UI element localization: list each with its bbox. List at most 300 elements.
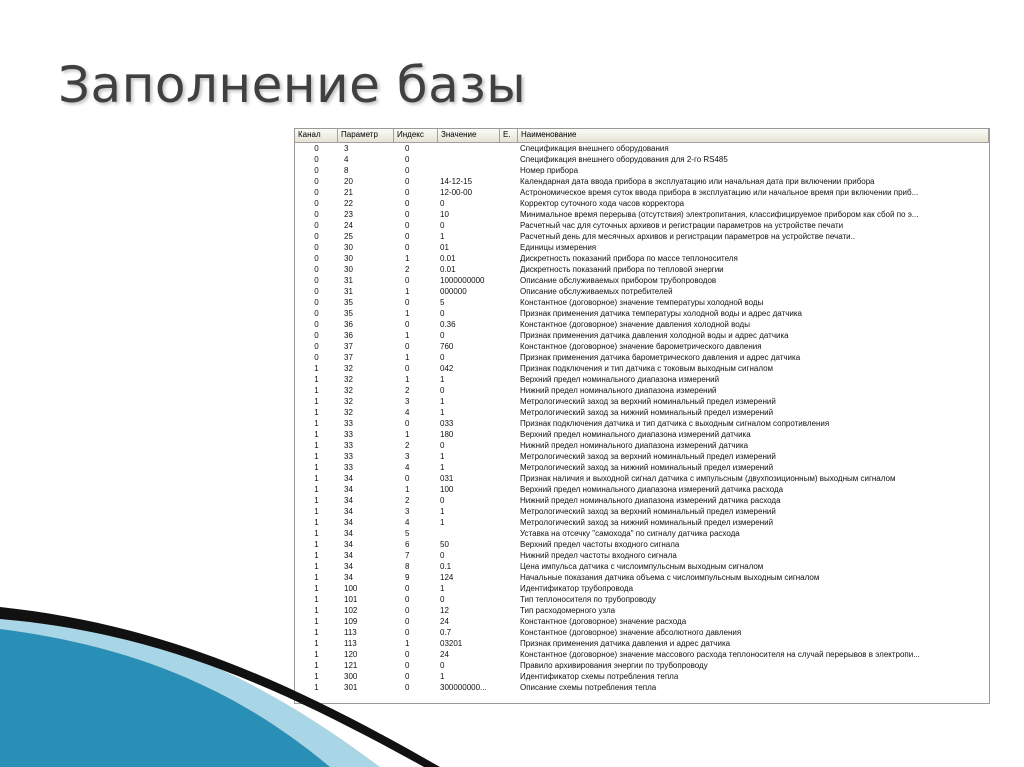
cell-index: 5 [405,529,410,538]
cell-unit [500,165,518,176]
cell-index: 0 [405,232,410,241]
cell-channel: 0 [314,342,319,351]
cell-value: 100 [440,485,454,494]
cell-value: 1 [440,397,445,406]
cell-name: Начальные показания датчика объема с числоимпульсным выходным сигналом [520,573,820,582]
cell-unit [500,154,518,165]
cell-channel: 1 [314,529,319,538]
cell-value: 0 [440,331,445,340]
cell-index: 0 [405,276,410,285]
cell-parameter: 34 [344,573,353,582]
cell-index: 0 [405,364,410,373]
cell-index: 0 [405,188,410,197]
cell-value [438,165,500,176]
cell-channel: 0 [314,155,319,164]
cell-index: 1 [405,309,410,318]
cell-channel: 1 [314,364,319,373]
cell-parameter: 30 [344,243,353,252]
column-header-name[interactable]: Наименование [518,129,989,142]
cell-value: 0 [440,595,445,604]
cell-name: Уставка на отсечку "самохода" по сигналу датчика расхода [520,529,740,538]
cell-value: 0.01 [440,254,456,263]
cell-index: 0 [405,155,410,164]
column-header-unit[interactable]: Е. [500,129,518,142]
table-row[interactable] [295,319,989,330]
cell-name: Метрологический заход за верхний номинальный предел измерений [520,397,776,406]
cell-index: 4 [405,463,410,472]
cell-channel: 1 [314,650,319,659]
table-row[interactable] [295,176,989,187]
table-row[interactable] [295,352,989,363]
cell-index: 2 [405,265,410,274]
cell-name: Номер прибора [520,166,579,175]
cell-name: Минимальное время перерыва (отсутствия) электропитания, классифицируемое прибором как сбой по э... [520,210,919,219]
cell-channel: 1 [314,639,319,648]
cell-name: Метрологический заход за верхний номинальный предел измерений [520,507,776,516]
cell-index: 0 [405,606,410,615]
cell-channel: 1 [314,573,319,582]
cell-parameter: 33 [344,452,353,461]
cell-value: 0 [440,221,445,230]
cell-index: 0 [405,144,410,153]
cell-name: Правило архивирования энергии по трубопроводу [520,661,708,670]
cell-name: Календарная дата ввода прибора в эксплуатацию или начальная дата при включении прибора [520,177,875,186]
cell-index: 0 [405,584,410,593]
cell-index: 0 [405,243,410,252]
cell-value: 0 [440,496,445,505]
cell-channel: 1 [314,386,319,395]
table-row[interactable] [295,407,989,418]
cell-parameter: 121 [344,661,358,670]
cell-unit [500,374,518,385]
cell-name: Метрологический заход за нижний номинальный предел измерений [520,408,774,417]
table-row[interactable] [295,297,989,308]
cell-channel: 1 [314,584,319,593]
cell-parameter: 34 [344,551,353,560]
list-header [295,129,989,143]
cell-value: 760 [440,342,454,351]
cell-parameter: 33 [344,441,353,450]
cell-parameter: 25 [344,232,353,241]
cell-unit [500,440,518,451]
cell-channel: 1 [314,628,319,637]
cell-index: 9 [405,573,410,582]
table-row[interactable] [295,253,989,264]
cell-parameter: 34 [344,529,353,538]
cell-parameter: 301 [344,683,358,692]
cell-value: 1 [440,584,445,593]
cell-channel: 1 [314,518,319,527]
cell-unit [500,429,518,440]
cell-parameter: 36 [344,331,353,340]
table-row[interactable] [295,418,989,429]
cell-parameter: 20 [344,177,353,186]
cell-value [438,154,500,165]
table-row[interactable] [295,429,989,440]
table-row[interactable] [295,187,989,198]
cell-channel: 1 [314,485,319,494]
cell-parameter: 8 [344,166,349,175]
cell-name: Признак применения датчика давления и адрес датчика [520,639,731,648]
cell-unit [500,308,518,319]
cell-channel: 1 [314,441,319,450]
table-row[interactable] [295,154,989,165]
cell-value: 042 [440,364,454,373]
cell-unit [500,187,518,198]
cell-parameter: 109 [344,617,358,626]
cell-parameter: 33 [344,463,353,472]
cell-channel: 0 [314,276,319,285]
cell-unit [500,242,518,253]
table-row[interactable] [295,231,989,242]
table-row[interactable] [295,473,989,484]
table-row[interactable] [295,506,989,517]
cell-channel: 1 [314,474,319,483]
cell-channel: 1 [314,375,319,384]
cell-name: Признак применения датчика барометрического давления и адрес датчика [520,353,801,362]
cell-index: 2 [405,496,410,505]
table-row[interactable] [295,198,989,209]
cell-index: 0 [405,166,410,175]
table-row[interactable] [295,451,989,462]
cell-parameter: 34 [344,474,353,483]
cell-parameter: 100 [344,584,358,593]
cell-channel: 0 [314,144,319,153]
cell-channel: 1 [314,540,319,549]
cell-value: 1 [440,507,445,516]
cell-unit [500,363,518,374]
cell-parameter: 4 [344,155,349,164]
cell-parameter: 24 [344,221,353,230]
cell-value: 124 [440,573,454,582]
cell-parameter: 34 [344,518,353,527]
cell-value: 12-00-00 [440,188,473,197]
cell-channel: 1 [314,617,319,626]
cell-index: 0 [405,199,410,208]
table-row[interactable] [295,440,989,451]
cell-name: Описание обслуживаемых потребителей [520,287,673,296]
cell-parameter: 33 [344,430,353,439]
cell-value: 0 [440,661,445,670]
cell-name: Расчетный час для суточных архивов и регистрации параметров на устройстве печати [520,221,844,230]
cell-name: Нижний предел номинального диапазона измерений датчика [520,441,749,450]
table-row[interactable] [295,308,989,319]
table-row[interactable] [295,484,989,495]
cell-parameter: 113 [344,628,357,637]
cell-unit [500,341,518,352]
cell-channel: 0 [314,210,319,219]
cell-parameter: 3 [344,144,349,153]
cell-index: 0 [405,672,410,681]
cell-parameter: 35 [344,309,353,318]
cell-value: 0.1 [440,562,452,571]
cell-name: Расчетный день для месячных архивов и регистрации параметров на устройстве печати.. [520,232,856,241]
cell-channel: 0 [314,353,319,362]
cell-value: 0 [440,199,445,208]
cell-index: 0 [405,298,410,307]
cell-value: 1 [440,375,445,384]
cell-name: Метрологический заход за нижний номинальный предел измерений [520,518,774,527]
cell-name: Верхний предел частоты входного сигнала [520,540,680,549]
cell-index: 1 [405,430,410,439]
cell-index: 1 [405,639,410,648]
cell-name: Признак наличия и выходной сигнал датчика с импульсным (двухпозиционным) выходным сигналом [520,474,896,483]
cell-index: 0 [405,342,410,351]
cell-unit [500,330,518,341]
cell-value: 0 [440,309,445,318]
cell-name: Нижний предел номинального диапазона измерений датчика расхода [520,496,781,505]
cell-name: Идентификатор схемы потребления тепла [520,672,679,681]
table-row[interactable] [295,330,989,341]
cell-channel: 1 [314,507,319,516]
cell-name: Астрономическое время суток ввода прибора в эксплуатацию или начальное время при включении приб... [520,188,919,197]
cell-channel: 0 [314,309,319,318]
cell-name: Спецификация внешнего оборудования [520,144,669,153]
cell-unit [500,275,518,286]
cell-channel: 1 [314,551,319,560]
cell-name: Метрологический заход за нижний номинальный предел измерений [520,463,774,472]
cell-parameter: 101 [344,595,358,604]
cell-unit [500,539,518,550]
cell-name: Тип теплоносителя по трубопроводу [520,595,656,604]
cell-parameter: 32 [344,408,353,417]
cell-channel: 1 [314,452,319,461]
cell-name: Описание обслуживаемых прибором трубопроводов [520,276,717,285]
cell-channel: 1 [314,463,319,472]
cell-channel: 1 [314,661,319,670]
cell-channel: 1 [314,595,319,604]
cell-unit [500,473,518,484]
cell-index: 6 [405,540,410,549]
cell-channel: 0 [314,243,319,252]
cell-value: 1 [440,518,445,527]
cell-channel: 0 [314,199,319,208]
cell-index: 1 [405,331,410,340]
cell-name: Дискретность показаний прибора по тепловой энергии [520,265,724,274]
cell-channel: 0 [314,166,319,175]
cell-index: 0 [405,210,410,219]
cell-value: 0 [440,551,445,560]
cell-unit [500,253,518,264]
table-row[interactable] [295,264,989,275]
cell-unit [500,198,518,209]
table-row[interactable] [295,528,989,539]
cell-unit [500,462,518,473]
cell-parameter: 21 [344,188,353,197]
cell-index: 3 [405,452,410,461]
cell-name: Метрологический заход за верхний номинальный предел измерений [520,452,776,461]
table-row[interactable] [295,539,989,550]
cell-unit [500,264,518,275]
cell-name: Признак применения датчика давления холодной воды и адрес датчика [520,331,789,340]
cell-unit [500,209,518,220]
cell-value: 180 [440,430,454,439]
column-header-value[interactable]: Значение [438,129,500,142]
column-header-index[interactable]: Индекс [394,129,438,142]
cell-value: 1 [440,452,445,461]
cell-parameter: 37 [344,353,353,362]
table-row[interactable] [295,209,989,220]
cell-channel: 0 [314,188,319,197]
cell-channel: 1 [314,419,319,428]
cell-index: 8 [405,562,410,571]
slide-title: Заполнение базы [58,56,527,114]
cell-parameter: 37 [344,342,353,351]
cell-value: 50 [440,540,449,549]
cell-parameter: 34 [344,496,353,505]
decorative-waves [0,567,1024,767]
cell-value: 1000000000 [440,276,485,285]
cell-unit [500,528,518,539]
table-row[interactable] [295,275,989,286]
table-row[interactable] [295,341,989,352]
cell-name: Признак применения датчика температуры холодной воды и адрес датчика [520,309,802,318]
cell-unit [500,506,518,517]
cell-unit [500,143,518,154]
cell-channel: 0 [314,232,319,241]
cell-name: Нижний предел частоты входного сигнала [520,551,677,560]
cell-parameter: 30 [344,254,353,263]
cell-value: 1 [440,232,445,241]
cell-value: 0.7 [440,628,452,637]
cell-value: 01 [440,243,449,252]
cell-parameter: 120 [344,650,358,659]
cell-index: 0 [405,221,410,230]
cell-name: Верхний предел номинального диапазона измерений датчика расхода [520,485,784,494]
cell-value: 033 [440,419,454,428]
cell-unit [500,297,518,308]
cell-index: 0 [405,419,410,428]
cell-name: Цена импульса датчика с числоимпульсным выходным сигналом [520,562,764,571]
cell-value: 1 [440,672,445,681]
column-header-channel[interactable]: Канал [295,129,338,142]
cell-index: 0 [405,650,410,659]
cell-name: Константное (договорное) значение расхода [520,617,687,626]
cell-name: Описание схемы потребления тепла [520,683,657,692]
table-row[interactable] [295,550,989,561]
cell-channel: 0 [314,320,319,329]
cell-value: 0.36 [440,320,456,329]
cell-channel: 0 [314,265,319,274]
table-row[interactable] [295,363,989,374]
cell-value: 03201 [440,639,463,648]
cell-parameter: 35 [344,298,353,307]
cell-value: 0.01 [440,265,456,274]
cell-parameter: 34 [344,485,353,494]
cell-unit [500,484,518,495]
cell-value: 5 [440,298,445,307]
cell-index: 1 [405,353,410,362]
cell-name: Константное (договорное) значение давления холодной воды [520,320,750,329]
cell-value: 24 [440,617,449,626]
cell-channel: 0 [314,254,319,263]
cell-index: 1 [405,287,410,296]
cell-index: 1 [405,485,410,494]
cell-name: Константное (договорное) значение температуры холодной воды [520,298,764,307]
cell-parameter: 32 [344,386,353,395]
table-row[interactable] [295,286,989,297]
cell-unit [500,231,518,242]
table-row[interactable] [295,220,989,231]
table-row[interactable] [295,242,989,253]
table-row[interactable] [295,143,989,154]
cell-index: 0 [405,617,410,626]
cell-unit [500,352,518,363]
table-row[interactable] [295,165,989,176]
cell-parameter: 33 [344,419,353,428]
cell-index: 0 [405,628,410,637]
table-row[interactable] [295,385,989,396]
cell-channel: 1 [314,397,319,406]
cell-parameter: 34 [344,507,353,516]
cell-channel: 0 [314,177,319,186]
table-row[interactable] [295,495,989,506]
cell-unit [500,451,518,462]
cell-value: 0 [440,386,445,395]
table-row[interactable] [295,396,989,407]
cell-name: Константное (договорное) значение барометрического давления [520,342,762,351]
cell-name: Идентификатор трубопровода [520,584,634,593]
cell-parameter: 22 [344,199,353,208]
table-row[interactable] [295,462,989,473]
cell-index: 3 [405,397,410,406]
cell-channel: 0 [314,287,319,296]
cell-channel: 1 [314,672,319,681]
cell-name: Тип расходомерного узла [520,606,616,615]
column-header-parameter[interactable]: Параметр [338,129,394,142]
cell-unit [500,418,518,429]
cell-value [438,528,500,539]
cell-index: 0 [405,177,410,186]
cell-parameter: 32 [344,397,353,406]
cell-index: 0 [405,661,410,670]
cell-unit [500,385,518,396]
cell-channel: 1 [314,408,319,417]
cell-value: 0 [440,353,445,362]
cell-value: 1 [440,463,445,472]
cell-index: 2 [405,386,410,395]
cell-index: 4 [405,518,410,527]
cell-channel: 0 [314,221,319,230]
cell-unit [500,319,518,330]
cell-name: Признак подключения датчика и тип датчика с выходным сигналом сопротивления [520,419,830,428]
cell-channel: 1 [314,430,319,439]
cell-parameter: 32 [344,375,353,384]
cell-parameter: 30 [344,265,353,274]
cell-value: 10 [440,210,449,219]
cell-value: 1 [440,408,445,417]
cell-parameter: 34 [344,562,353,571]
cell-parameter: 31 [344,287,353,296]
cell-value: 0 [440,441,445,450]
table-row[interactable] [295,374,989,385]
table-row[interactable] [295,517,989,528]
cell-value: 300000000... [440,683,487,692]
cell-value: 14-12-15 [440,177,473,186]
cell-parameter: 36 [344,320,353,329]
cell-parameter: 34 [344,540,353,549]
cell-index: 0 [405,320,410,329]
cell-value [438,143,500,154]
cell-parameter: 300 [344,672,358,681]
cell-value: 12 [440,606,449,615]
cell-name: Верхний предел номинального диапазона измерений датчика [520,430,751,439]
cell-value: 24 [440,650,449,659]
cell-parameter: 113 [344,639,357,648]
cell-unit [500,407,518,418]
cell-name: Корректор суточного хода часов корректора [520,199,685,208]
cell-value: 031 [440,474,454,483]
